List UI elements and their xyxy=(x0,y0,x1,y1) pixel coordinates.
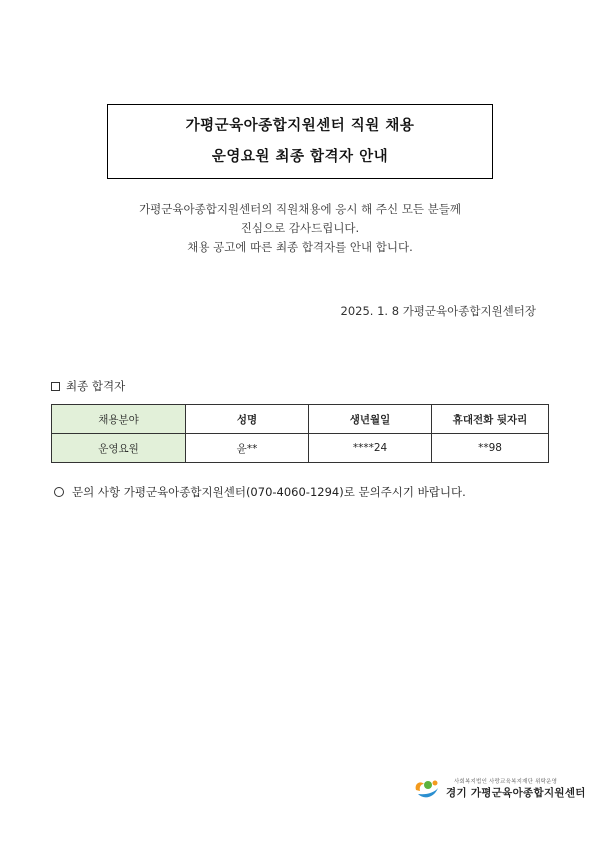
title-box xyxy=(107,104,493,179)
contact-note xyxy=(54,484,466,500)
intro-line-2: 진심으로 감사드립니다. xyxy=(240,221,360,235)
title-line-1: 가평군육아종합지원센터 직원 채용 xyxy=(185,117,415,134)
logo-subtitle: 사회복지법인 사랑교육복지재단 위탁운영 xyxy=(454,778,558,785)
logo-title: 경기 가평군육아종합지원센터 xyxy=(446,786,586,799)
results-table xyxy=(51,404,549,463)
checkbox-icon xyxy=(51,382,60,391)
section-heading xyxy=(51,378,125,394)
table-header-name: 성명 xyxy=(186,405,309,434)
table-header-field: 채용분야 xyxy=(52,405,186,434)
intro-text xyxy=(0,200,600,257)
table-cell-phone: **98 xyxy=(432,434,549,463)
circle-bullet-icon xyxy=(54,487,64,497)
contact-text: 문의 사항 가평군육아종합지원센터(070-4060-1294)로 문의주시기 바랍니다. xyxy=(72,485,466,499)
intro-line-1: 가평군육아종합지원센터의 직원채용에 응시 해 주신 모든 분들께 xyxy=(139,202,461,216)
table-header-birth: 생년월일 xyxy=(309,405,432,434)
table-cell-field: 운영요원 xyxy=(52,434,186,463)
center-logo-icon xyxy=(412,776,440,800)
section-heading-label: 최종 합격자 xyxy=(66,379,126,393)
table-header-phone: 휴대전화 뒷자리 xyxy=(432,405,549,434)
table-cell-birth: ****24 xyxy=(309,434,432,463)
table-cell-name: 윤** xyxy=(186,434,309,463)
table-row xyxy=(52,434,549,463)
footer-logo xyxy=(412,776,586,800)
intro-line-3: 채용 공고에 따른 최종 합격자를 안내 합니다. xyxy=(187,240,413,254)
table-header-row xyxy=(52,405,549,434)
logo-text xyxy=(446,777,586,800)
title-line-2: 운영요원 최종 합격자 안내 xyxy=(211,148,389,165)
date-signature: 2025. 1. 8 가평군육아종합지원센터장 xyxy=(340,304,536,318)
